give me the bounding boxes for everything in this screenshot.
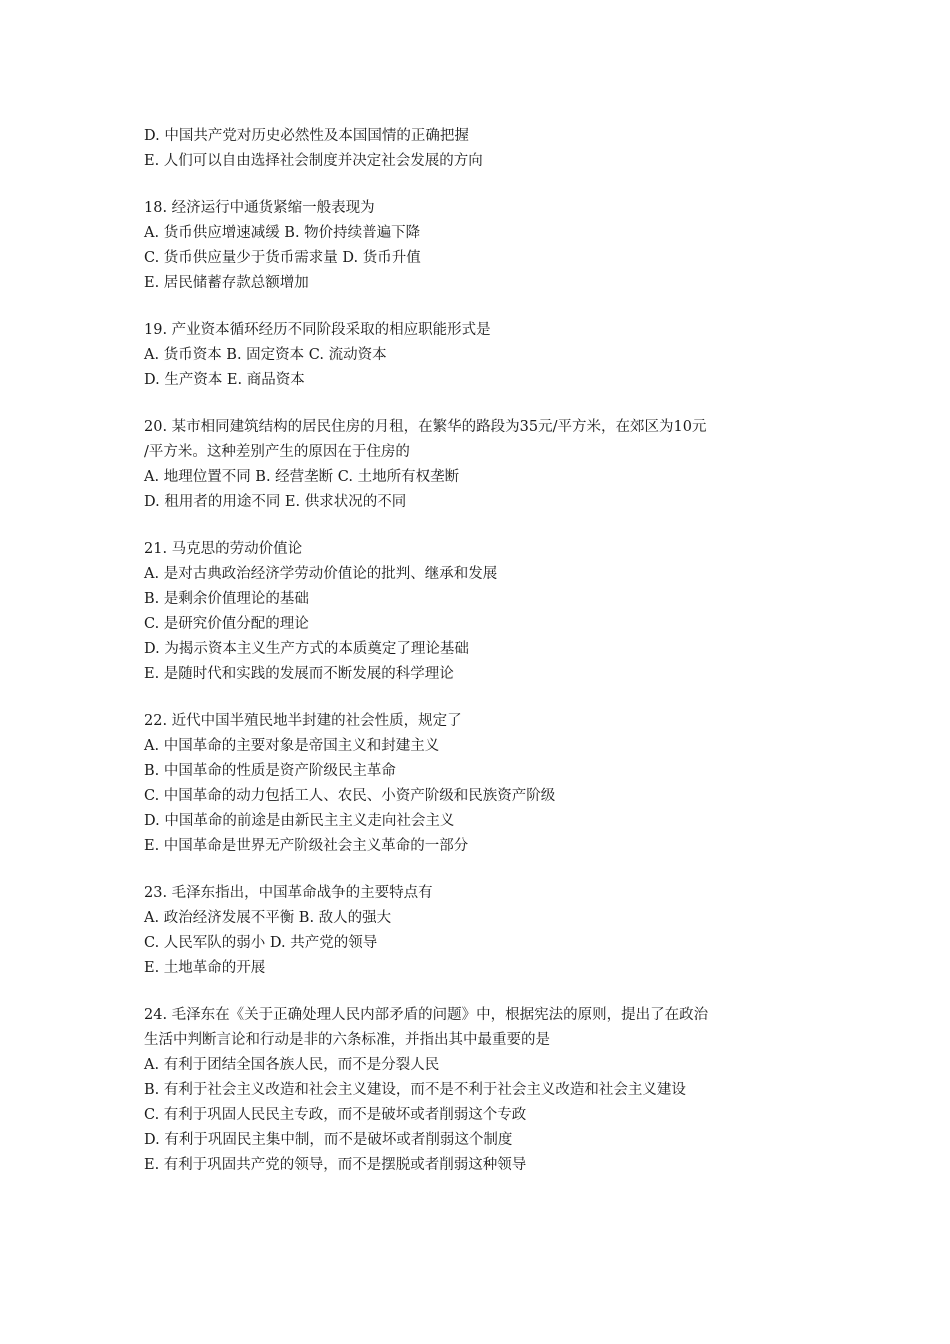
question-stem-continued: 生活中判断言论和行动是非的六条标准，并指出其中最重要的是 — [144, 1032, 550, 1048]
option-line: A. 政治经济发展不平衡 B. 敌人的强大 — [144, 910, 392, 926]
option-line: B. 有利于社会主义改造和社会主义建设，而不是不利于社会主义改造和社会主义建设 — [144, 1082, 686, 1098]
option-line: D. 中国革命的前途是由新民主主义走向社会主义 — [144, 813, 455, 829]
previous-question-tail — [144, 124, 814, 174]
option-line: B. 是剩余价值理论的基础 — [144, 591, 309, 607]
option-line: A. 中国革命的主要对象是帝国主义和封建主义 — [144, 738, 440, 754]
option-line: D. 为揭示资本主义生产方式的本质奠定了理论基础 — [144, 641, 469, 657]
option-line: C. 人民军队的弱小 D. 共产党的领导 — [144, 935, 378, 951]
option-line: E. 中国革命是世界无产阶级社会主义革命的一部分 — [144, 838, 469, 854]
option-line: C. 中国革命的动力包括工人、农民、小资产阶级和民族资产阶级 — [144, 788, 556, 804]
option-line: C. 货币供应量少于货币需求量 D. 货币升值 — [144, 250, 421, 266]
option-line: A. 有利于团结全国各族人民，而不是分裂人民 — [144, 1057, 440, 1073]
option-line: E. 有利于巩固共产党的领导，而不是摆脱或者削弱这种领导 — [144, 1157, 527, 1173]
option-line: E. 人们可以自由选择社会制度并决定社会发展的方向 — [144, 153, 483, 169]
option-line: B. 中国革命的性质是资产阶级民主革命 — [144, 763, 396, 779]
option-line: C. 有利于巩固人民民主专政，而不是破坏或者削弱这个专政 — [144, 1107, 527, 1123]
question-stem: 24. 毛泽东在《关于正确处理人民内部矛盾的问题》中，根据宪法的原则，提出了在政治 — [144, 1007, 709, 1023]
option-line: A. 是对古典政治经济学劳动价值论的批判、继承和发展 — [144, 566, 498, 582]
question-23 — [144, 881, 814, 981]
option-line: D. 有利于巩固民主集中制，而不是破坏或者削弱这个制度 — [144, 1132, 513, 1148]
option-line: A. 货币供应增速减缓 B. 物价持续普遍下降 — [144, 225, 421, 241]
question-stem: 19. 产业资本循环经历不同阶段采取的相应职能形式是 — [144, 322, 491, 338]
option-line: A. 货币资本 B. 固定资本 C. 流动资本 — [144, 347, 387, 363]
option-line: D. 租用者的用途不同 E. 供求状况的不同 — [144, 494, 407, 510]
option-line: A. 地理位置不同 B. 经营垄断 C. 土地所有权垄断 — [144, 469, 460, 485]
question-stem: 22. 近代中国半殖民地半封建的社会性质，规定了 — [144, 713, 462, 729]
option-line: C. 是研究价值分配的理论 — [144, 616, 309, 632]
question-19 — [144, 318, 814, 393]
question-21 — [144, 537, 814, 687]
question-stem: 21. 马克思的劳动价值论 — [144, 541, 303, 557]
document-page — [144, 124, 814, 1200]
question-22 — [144, 709, 814, 859]
question-stem: 18. 经济运行中通货紧缩一般表现为 — [144, 200, 375, 216]
option-line: D. 中国共产党对历史必然性及本国国情的正确把握 — [144, 128, 469, 144]
option-line: E. 是随时代和实践的发展而不断发展的科学理论 — [144, 666, 454, 682]
question-18 — [144, 196, 814, 296]
question-20 — [144, 415, 814, 515]
option-line: E. 居民储蓄存款总额增加 — [144, 275, 309, 291]
question-stem-continued: /平方米。这种差别产生的原因在于住房的 — [144, 444, 410, 460]
question-stem: 23. 毛泽东指出，中国革命战争的主要特点有 — [144, 885, 433, 901]
option-line: E. 土地革命的开展 — [144, 960, 266, 976]
question-stem: 20. 某市相同建筑结构的居民住房的月租，在繁华的路段为35元/平方米，在郊区为10元 — [144, 419, 707, 435]
question-24 — [144, 1003, 814, 1178]
option-line: D. 生产资本 E. 商品资本 — [144, 372, 305, 388]
